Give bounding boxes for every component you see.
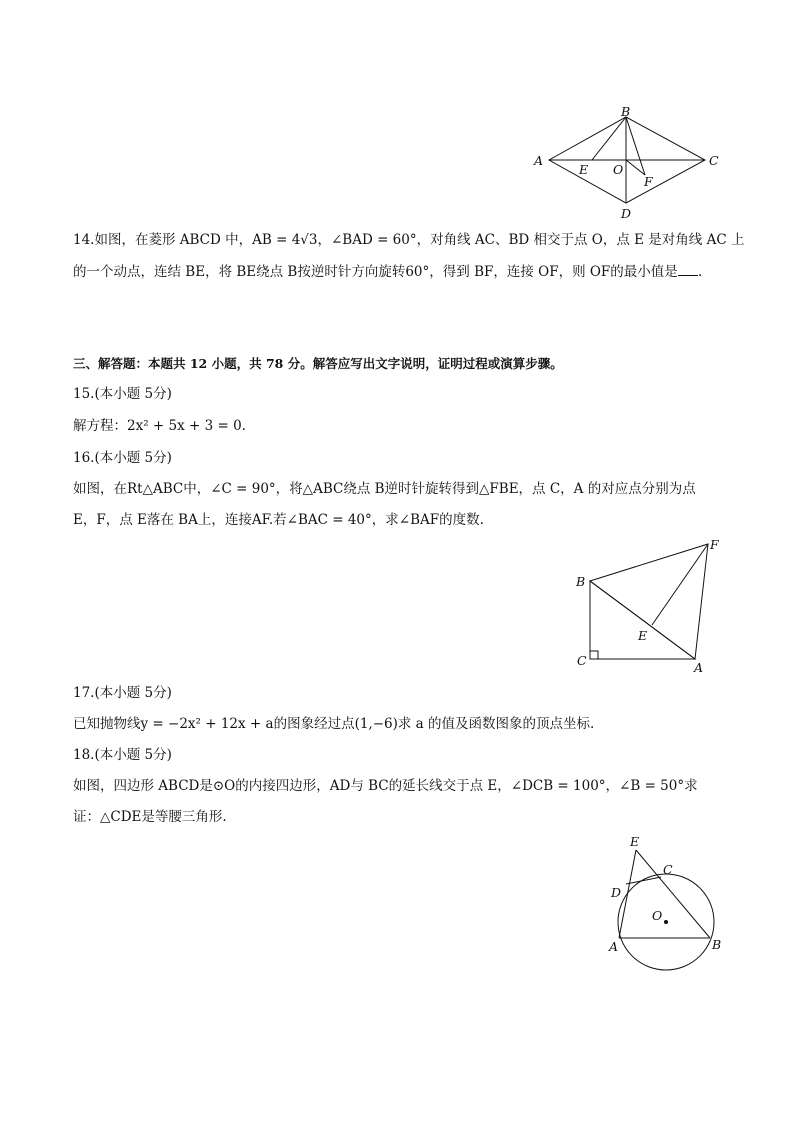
label-b: B	[621, 104, 631, 119]
segment-be	[592, 117, 626, 160]
q16-header: 16.(本小题 5分)	[73, 450, 172, 466]
circle-quadrilateral-figure	[600, 830, 730, 980]
chord-dc	[626, 877, 661, 884]
label-e: E	[579, 162, 589, 177]
label-a: A	[609, 939, 619, 954]
q17-header: 17.(本小题 5分)	[73, 685, 172, 701]
label-d: D	[611, 885, 622, 900]
q15-body: 解方程：2x² + 5x + 3 = 0.	[73, 418, 246, 434]
q14-line-1: 14.如图，在菱形 ABCD 中，AB = 4√3，∠BAD = 60°，对角线 AC、BD 相交于点 O，点 E 是对角线 AC 上	[73, 232, 745, 248]
label-e: E	[630, 834, 640, 849]
q18-line-2: 证：△CDE是等腰三角形.	[73, 809, 227, 825]
q18-header: 18.(本小题 5分)	[73, 747, 172, 763]
line-ae	[619, 850, 636, 938]
q15-header: 15.(本小题 5分)	[73, 386, 172, 402]
label-e: E	[638, 628, 648, 643]
q14-line-2-text: 的一个动点，连结 BE，将 BE绕点 B按逆时针方向旋转60°，得到 BF，连接 OF，则 OF的最小值是	[73, 264, 678, 280]
label-a: A	[694, 660, 704, 675]
q14-line-2	[73, 262, 702, 282]
label-b: B	[576, 574, 586, 589]
label-c: C	[577, 653, 587, 668]
label-f: F	[710, 537, 719, 552]
center-point	[664, 920, 668, 924]
right-angle-mark	[590, 651, 598, 659]
q16-line-2: E，F，点 E落在 BA上，连接AF.若∠BAC = 40°，求∠BAF的度数.	[73, 512, 484, 528]
q16-line-1: 如图，在Rt△ABC中，∠C = 90°，将△ABC绕点 B逆时针旋转得到△FBE，点 C，A 的对应点分别为点	[73, 481, 696, 497]
triangle-rotation-figure	[568, 535, 728, 677]
triangle-fba	[590, 544, 708, 659]
rhombus-figure	[528, 102, 728, 227]
line-be	[636, 850, 710, 938]
answer-blank[interactable]	[678, 262, 698, 276]
segment-fe	[652, 544, 708, 625]
q18-line-1: 如图，四边形 ABCD是⊙O的内接四边形，AD与 BC的延长线交于点 E，∠DCB = 100°，∠B = 50°求	[73, 778, 698, 794]
q14-line-2-end: .	[697, 264, 703, 280]
label-c: C	[709, 153, 719, 168]
label-o: O	[613, 162, 624, 177]
label-d: D	[621, 206, 632, 221]
section-heading: 三、解答题：本题共 12 小题，共 78 分。解答应写出文字说明，证明过程或演算步骤。	[73, 356, 563, 371]
label-o: O	[652, 908, 663, 923]
label-f: F	[644, 174, 653, 189]
label-b: B	[712, 937, 722, 952]
label-c: C	[663, 862, 673, 877]
label-a: A	[534, 153, 544, 168]
q17-body: 已知抛物线y = −2x² + 12x + a的图象经过点(1,−6)求 a 的值及函数图象的顶点坐标.	[73, 716, 595, 732]
